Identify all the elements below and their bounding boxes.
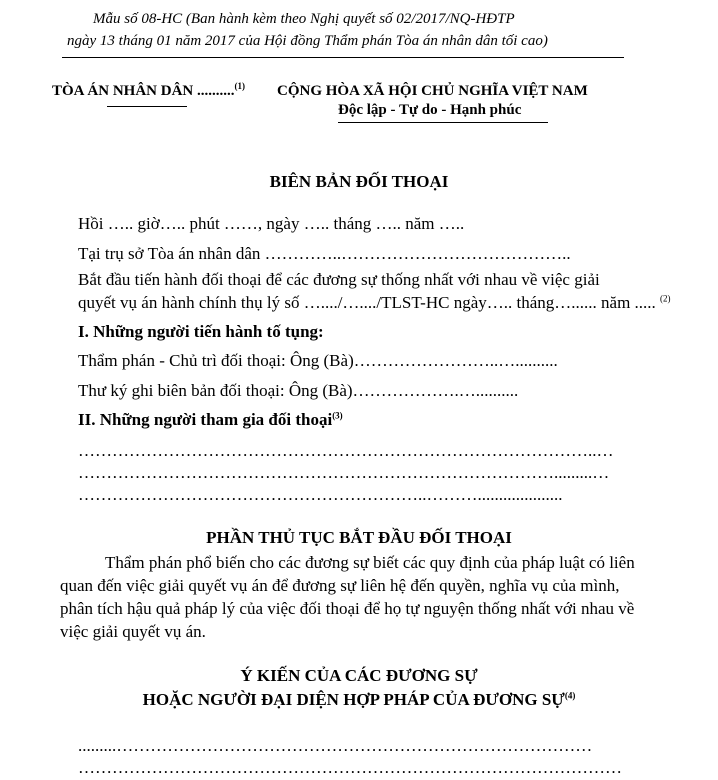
intro-start-line-2 xyxy=(78,293,671,313)
intro-start-note: (2) xyxy=(660,293,671,304)
participant-line-3: ……………………………………………………..……….................... xyxy=(78,485,563,504)
clerk-line: Thư ký ghi biên bản đối thoại: Ông (Bà)……………….….......... xyxy=(78,381,519,400)
opinions-heading-2-text: HOẶC NGƯỜI ĐẠI DIỆN HỢP PHÁP CỦA ĐƯƠNG SỰ xyxy=(142,690,565,709)
procedure-line-1: Thẩm phán phổ biến cho các đương sự biết các quy định của pháp luật có liên xyxy=(105,553,635,572)
intro-place: Tại trụ sở Tòa án nhân dân …………..………………………………….. xyxy=(78,244,571,263)
form-number-line-1: Mẫu số 08-HC (Ban hành kèm theo Nghị quyết số 02/2017/NQ-HĐTP xyxy=(93,11,515,27)
judge-line: Thẩm phán - Chủ trì đối thoại: Ông (Bà)……………………..….......... xyxy=(78,351,558,370)
national-motto: Độc lập - Tự do - Hạnh phúc xyxy=(338,102,522,118)
intro-start-line-1: Bắt đầu tiến hành đối thoại để các đương sự thống nhất với nhau về việc giải xyxy=(78,270,600,289)
procedure-line-3: phân tích hậu quả pháp lý của việc đối thoại để họ tự nguyện thống nhất với nhau về xyxy=(60,599,635,618)
form-number-line-2: ngày 13 tháng 01 năm 2017 của Hội đồng Thẩm phán Tòa án nhân dân tối cao) xyxy=(67,33,548,49)
header-divider xyxy=(62,57,624,58)
intro-time: Hồi ….. giờ….. phút ……, ngày ….. tháng ….. năm ….. xyxy=(78,214,465,233)
opinion-line-1: .........………………………………………………………………………… xyxy=(78,736,593,755)
court-name-text: TÒA ÁN NHÂN DÂN .......... xyxy=(52,83,235,99)
procedure-line-4: việc giải quyết vụ án. xyxy=(60,622,206,641)
section-2-heading xyxy=(78,410,343,430)
opinions-heading-1 xyxy=(0,666,718,686)
document-title-text: BIÊN BẢN ĐỐI THOẠI xyxy=(269,172,449,191)
national-title: CỘNG HÒA XÃ HỘI CHỦ NGHĨA VIỆT NAM xyxy=(277,83,588,99)
motto-underline xyxy=(338,122,548,123)
court-underline xyxy=(107,106,187,107)
participant-line-2: ………………………………………………………………………….........… xyxy=(78,463,610,482)
court-note: (1) xyxy=(234,81,246,91)
participant-line-1: ………………………………………………………………………………..… xyxy=(78,441,614,460)
section-2-heading-text: II. Những người tham gia đối thoại xyxy=(78,410,333,429)
document-title xyxy=(0,172,718,192)
section-1-heading: I. Những người tiến hành tố tụng: xyxy=(78,322,324,341)
opinions-heading-2 xyxy=(0,690,718,710)
opinions-note: (4) xyxy=(564,690,576,701)
procedure-heading xyxy=(0,528,718,548)
intro-start-line-2-text: quyết vụ án hành chính thụ lý số …..../…..../TLST-HC ngày….. tháng…...... năm ..... xyxy=(78,293,656,312)
procedure-line-2: quan đến việc giải quyết vụ án để đương sự liên hệ đến quyền, nghĩa vụ của mình, xyxy=(60,576,620,595)
opinions-heading-1-text: Ý KIẾN CỦA CÁC ĐƯƠNG SỰ xyxy=(240,666,478,685)
court-name xyxy=(52,83,245,100)
section-2-note: (3) xyxy=(332,410,343,421)
procedure-heading-text: PHẦN THỦ TỤC BẮT ĐẦU ĐỐI THOẠI xyxy=(206,528,512,547)
opinion-line-2: …………………………………………………………………………………… xyxy=(78,758,622,777)
